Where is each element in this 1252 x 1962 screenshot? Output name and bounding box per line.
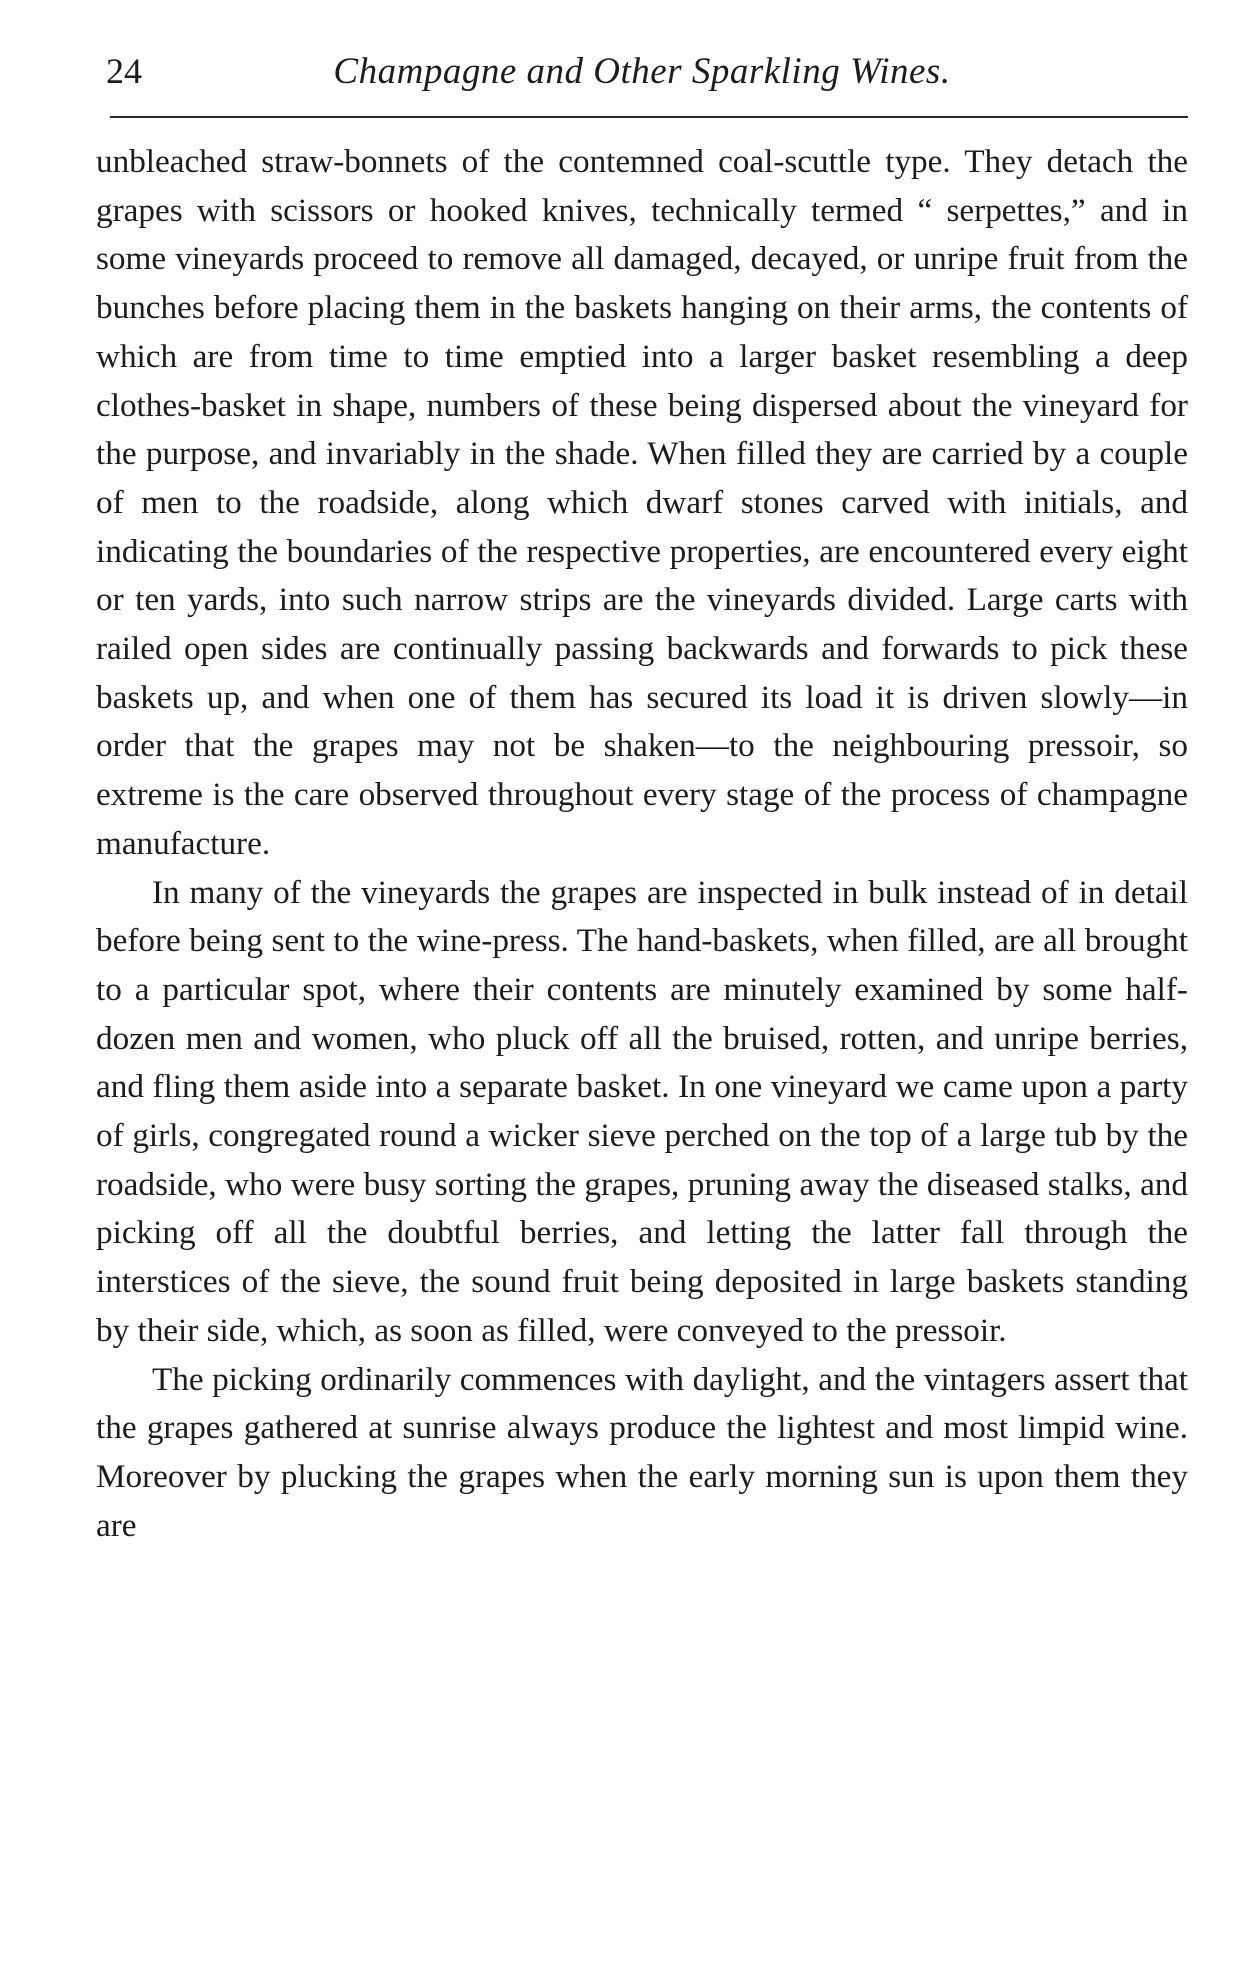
paragraph-picking: The picking ordinarily commences with daylight, and the vintagers assert that the grapes gathered at sunrise always produce the lightest and most limpid wine. Moreover by plucking the grapes when the early morning sun is upon them they are: [96, 1360, 1188, 1544]
page-number: 24: [106, 51, 142, 91]
running-title: Champagne and Other Sparkling Wines.: [333, 51, 951, 92]
running-head: [96, 44, 1188, 90]
header-rule: [110, 116, 1188, 118]
body-text: [96, 138, 1188, 1550]
book-page: [96, 44, 1188, 1550]
paragraph-inspection: In many of the vineyards the grapes are inspected in bulk instead of in detail before being sent to the wine-press. The hand-baskets, when filled, are all brought to a particular spot, where their contents are minutely examined by some half-dozen men and women, who pluck off all the bruised, rotten, and unripe berries, and fling them aside into a separate basket. In one vineyard we came upon a party of girls, congregated round a wicker sieve perched on the top of a large tub by the roadside, who were busy sorting the grapes, pruning away the diseased stalks, and picking off all the doubtful berries, and letting the latter fall through the interstices of the sieve, the sound fruit being deposited in large baskets standing by their side, which, as soon as filled, were conveyed to the pressoir.: [96, 873, 1188, 1349]
paragraph-continuation: unbleached straw-bonnets of the contemned coal-scuttle type. They detach the grapes with scissors or hooked knives, technically termed “ serpettes,” and in some vineyards proceed to remove all damaged, decayed, or unripe fruit from the bunches before placing them in the baskets hanging on their arms, the contents of which are from time to time emptied into a larger basket resembling a deep clothes-basket in shape, numbers of these being dispersed about the vineyard for the purpose, and invariably in the shade. When filled they are carried by a couple of men to the roadside, along which dwarf stones carved with initials, and indicating the boundaries of the respective properties, are encountered every eight or ten yards, into such narrow strips are the vineyards divided. Large carts with railed open sides are continually passing backwards and forwards to pick these baskets up, and when one of them has secured its load it is driven slowly—in order that the grapes may not be shaken—to the neighbouring pressoir, so extreme is the care observed throughout every stage of the process of champagne manufacture.: [96, 143, 1188, 862]
